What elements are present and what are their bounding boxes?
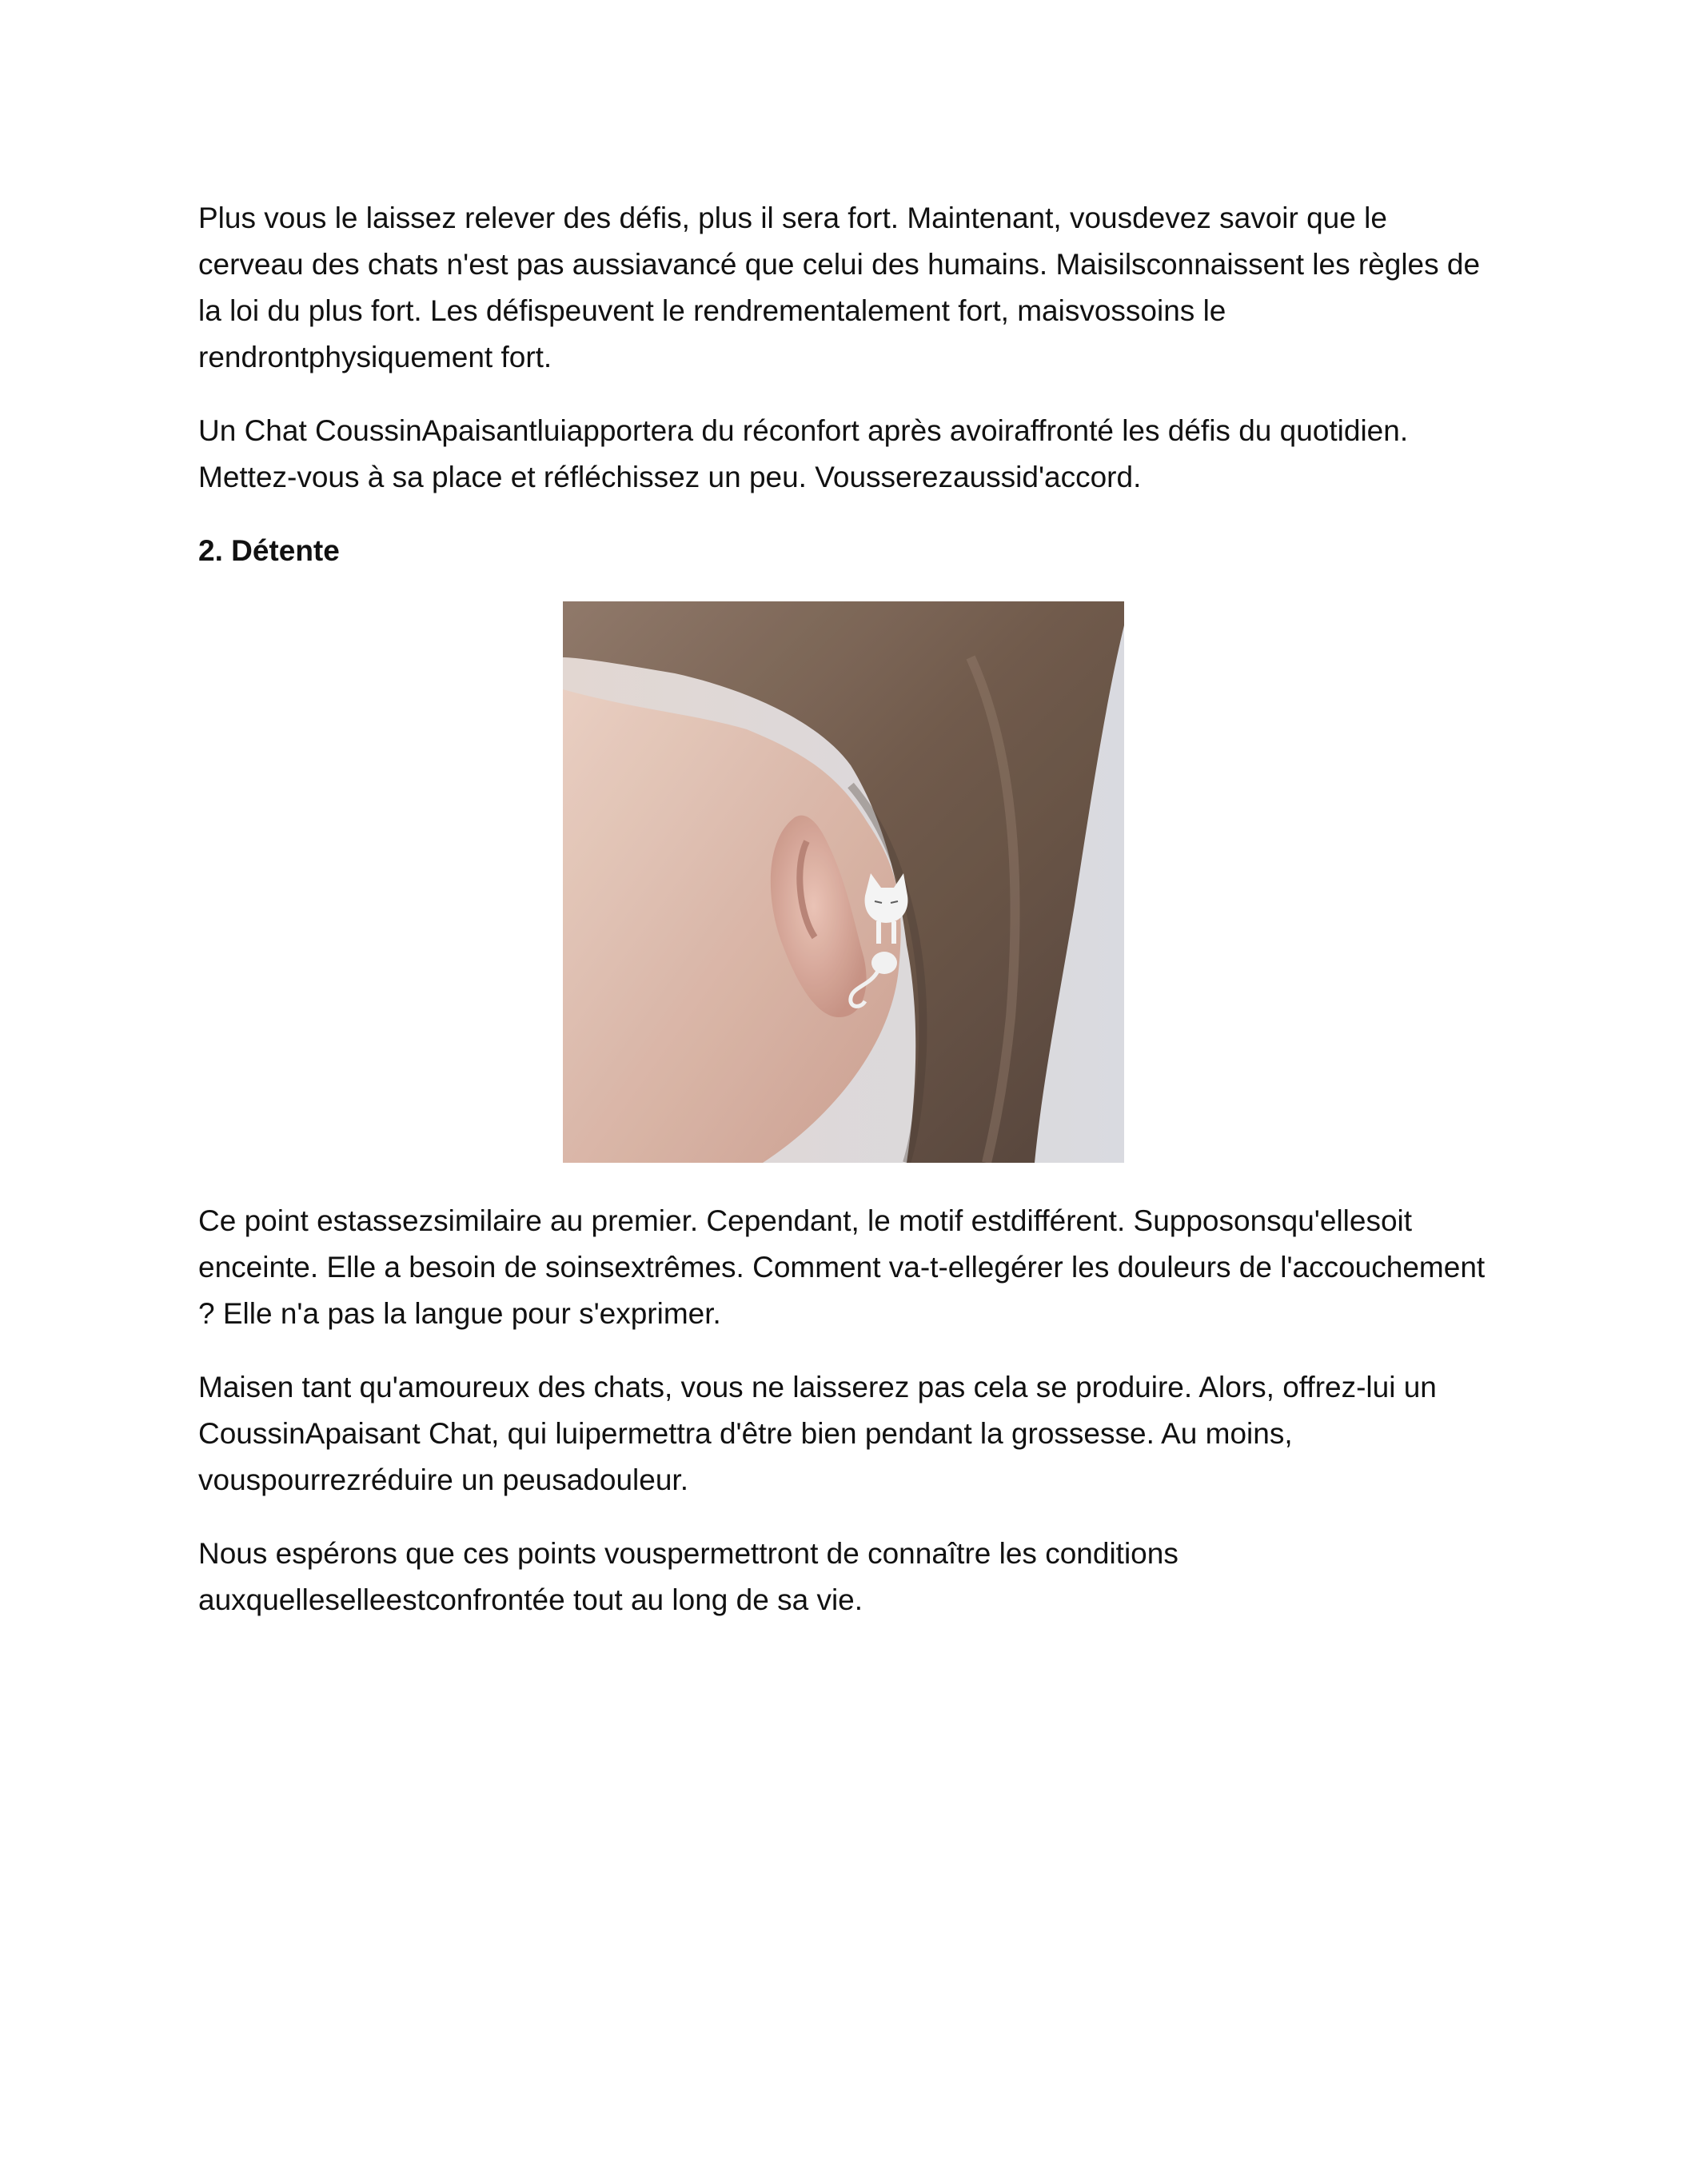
section-heading: 2. Détente xyxy=(198,534,340,567)
paragraph-pregnancy: Ce point estassezsimilaire au premier. Cependant, le motif estdifférent. Supposonsqu'ellesoit enceinte. Elle a besoin de soinsextrêmes. Comment va-t-ellegérer les douleurs de l'accouchement ? Elle n'a pas la langue pour s'exprimer. xyxy=(198,1204,1486,1330)
paragraph-cushion-comfort: Un Chat CoussinApaisantluiapportera du réconfort après avoiraffronté les défis du quotidien. Mettez-vous à sa place et réfléchissez un peu. Vousserezaussid'accord. xyxy=(198,414,1409,493)
paragraph-cat-lover: Maisen tant qu'amoureux des chats, vous ne laisserez pas cela se produire. Alors, offrez-lui un CoussinApaisant Chat, qui luipermettra d'être bien pendant la grossesse. Au moins, vouspourrezréduire un peusadouleur. xyxy=(198,1371,1437,1496)
document-body xyxy=(198,195,1494,1623)
paragraph-challenges: Plus vous le laissez relever des défis, plus il sera fort. Maintenant, vousdevez savoir que le cerveau des chats n'est pas aussiavancé que celui des humains. Maisilsconnaissent les règles de la loi du plus fort. Les défispeuvent le rendrementalement fort, maisvossoins le rendrontphysiquement fort. xyxy=(198,202,1481,373)
paragraph-conclusion: Nous espérons que ces points vouspermettront de connaître les conditions auxquelleselleestconfrontée tout au long de sa vie. xyxy=(198,1537,1179,1616)
cat-earring-photo xyxy=(563,601,1124,1163)
photo-illustration xyxy=(563,601,1124,1163)
photo-soft-overlay xyxy=(563,601,1124,1163)
